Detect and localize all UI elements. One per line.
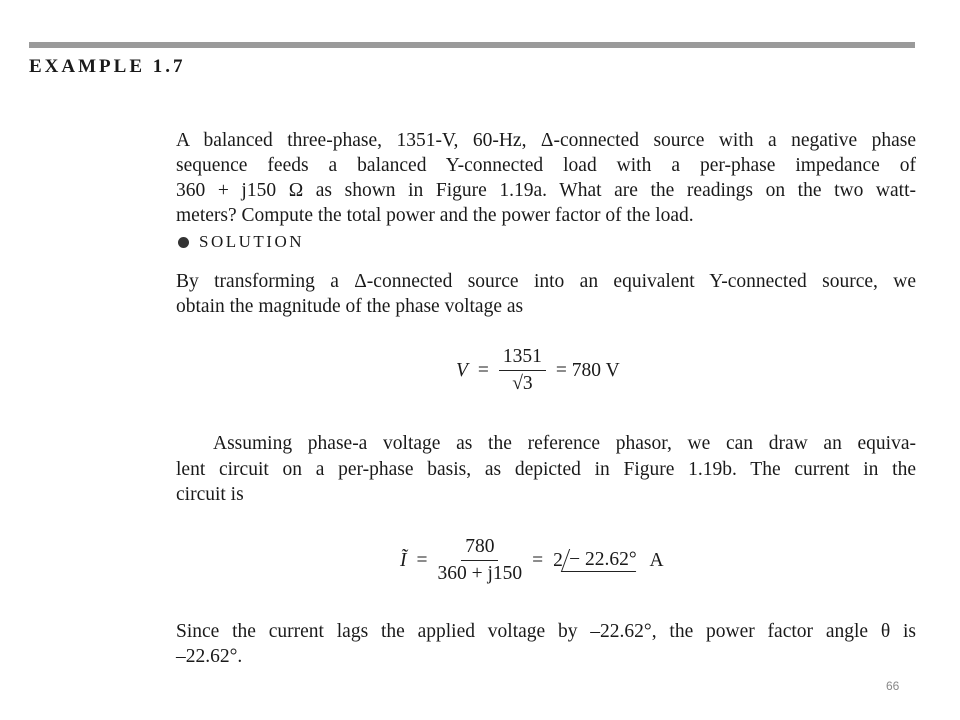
paragraph-line: By transforming a Δ-connected source into an equivalent Y-connected source, we bbox=[176, 271, 916, 292]
paragraph-line: obtain the magnitude of the phase voltage as bbox=[176, 296, 524, 317]
header-rule bbox=[29, 42, 915, 48]
eq-equals: = bbox=[532, 549, 544, 571]
paragraph-line: Assuming phase-a voltage as the reference phasor, we can draw an equiva- bbox=[213, 433, 916, 454]
equation-phase-voltage bbox=[456, 346, 620, 395]
angle-symbol bbox=[561, 549, 644, 572]
example-heading: EXAMPLE 1.7 bbox=[29, 56, 186, 77]
paragraph-line: lent circuit on a per-phase basis, as depicted in Figure 1.19b. The current in the bbox=[176, 459, 916, 480]
eq-lhs: V bbox=[456, 359, 468, 381]
eq-unit: A bbox=[649, 549, 664, 571]
numerator: 780 bbox=[461, 536, 498, 561]
eq-equals: = bbox=[477, 359, 489, 381]
fraction bbox=[438, 536, 523, 585]
paragraph-line: –22.62°. bbox=[176, 646, 243, 667]
problem-line: 360 + j150 Ω as shown in Figure 1.19a. What are the readings on the two watt- bbox=[176, 180, 916, 201]
problem-line: sequence feeds a balanced Y-connected load with a per-phase impedance of bbox=[176, 155, 916, 176]
page-number: 66 bbox=[886, 679, 900, 693]
fraction bbox=[499, 346, 546, 395]
equation-current bbox=[400, 536, 664, 585]
bullet-icon bbox=[178, 237, 189, 248]
denominator: √3 bbox=[512, 373, 533, 394]
paragraph-line: circuit is bbox=[176, 484, 244, 505]
eq-lhs: Ĩ bbox=[400, 549, 407, 571]
eq-magnitude: 2 bbox=[553, 549, 563, 571]
eq-equals: = bbox=[416, 549, 428, 571]
problem-line: A balanced three-phase, 1351-V, 60-Hz, Δ-connected source with a negative phase bbox=[176, 130, 916, 151]
solution-heading bbox=[178, 232, 304, 252]
numerator: 1351 bbox=[499, 346, 546, 371]
eq-result: = 780 V bbox=[555, 359, 620, 381]
denominator: 360 + j150 bbox=[437, 563, 523, 584]
solution-label: SOLUTION bbox=[199, 232, 304, 251]
paragraph-line: Since the current lags the applied voltage by –22.62°, the power factor angle θ is bbox=[176, 621, 916, 642]
problem-line: meters? Compute the total power and the power factor of the load. bbox=[176, 205, 694, 226]
eq-angle: − 22.62° bbox=[569, 549, 637, 570]
